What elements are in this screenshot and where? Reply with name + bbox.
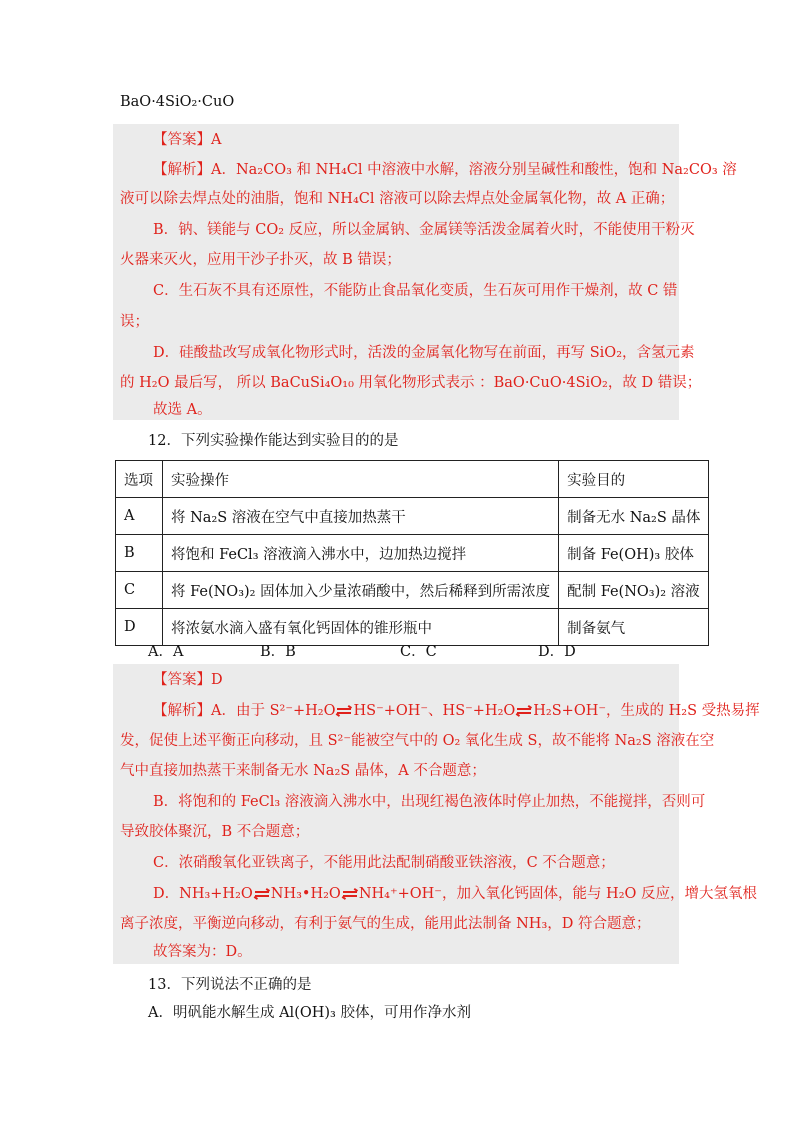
- answer-label: 【答案】D: [153, 672, 223, 688]
- analysis-text: NH₄⁺+OH⁻，加入氧化钙固体，能与 H₂O 反应，增大氢氧根: [358, 886, 758, 902]
- option-a: A．明矾能水解生成 Al(OH)₃ 胶体，可用作净水剂: [148, 1005, 471, 1021]
- analysis-line: 气中直接加热蒸干来制备无水 Na₂S 晶体，A 不合题意；: [120, 763, 486, 779]
- table-row: [116, 498, 709, 535]
- analysis-line: C．浓硝酸氧化亚铁离子，不能用此法配制硝酸亚铁溶液，C 不合题意；: [153, 855, 615, 871]
- formula-line: BaO·4SiO₂·CuO: [120, 94, 235, 110]
- equilibrium-arrow-icon: [516, 706, 532, 716]
- table-row: [116, 572, 709, 609]
- table-header-cell: 选项: [116, 461, 163, 498]
- analysis-line-equilibrium: [153, 701, 760, 721]
- table-cell: 制备氨气: [559, 609, 709, 646]
- question-13: 13．下列说法不正确的是: [148, 977, 312, 993]
- analysis-line: D．硅酸盐改写成氧化物形式时，活泼的金属氧化物写在前面，再写 SiO₂，含氢元素: [153, 345, 695, 361]
- table-row: [116, 535, 709, 572]
- analysis-text: D．NH₃+H₂O: [153, 886, 253, 902]
- question-12: 12．下列实验操作能达到实验目的的是: [148, 433, 399, 449]
- table-cell: 将饱和 FeCl₃ 溶液滴入沸水中，边加热边搅拌: [163, 535, 559, 572]
- choice-b: B．B: [260, 644, 296, 660]
- analysis-line: 发，促使上述平衡正向移动，且 S²⁻能被空气中的 O₂ 氧化生成 S，故不能将 Na₂S 溶液在空: [120, 733, 715, 749]
- table-cell: 配制 Fe(NO₃)₂ 溶液: [559, 572, 709, 609]
- equilibrium-arrow-icon: [336, 706, 352, 716]
- table-cell: C: [116, 572, 163, 609]
- answer-box-q12: [113, 664, 760, 964]
- table-cell: 制备无水 Na₂S 晶体: [559, 498, 709, 535]
- table-header-cell: 实验目的: [559, 461, 709, 498]
- table-cell: B: [116, 535, 163, 572]
- analysis-line: 液可以除去焊点处的油脂，饱和 NH₄Cl 溶液可以除去焊点处金属氧化物，故 A 正确；: [120, 191, 675, 207]
- analysis-line: B．钠、镁能与 CO₂ 反应，所以金属钠、金属镁等活泼金属着火时，不能使用干粉灭: [153, 222, 695, 238]
- analysis-text: 【解析】A．由于 S²⁻+H₂O: [153, 703, 336, 719]
- table-cell: D: [116, 609, 163, 646]
- analysis-line: 误；: [120, 314, 149, 330]
- table-header-row: [116, 461, 709, 498]
- analysis-line: C．生石灰不具有还原性，不能防止食品氧化变质，生石灰可用作干燥剂，故 C 错: [153, 283, 678, 299]
- analysis-text: HS⁻+OH⁻、HS⁻+H₂O: [353, 703, 516, 719]
- table-cell: 制备 Fe(OH)₃ 胶体: [559, 535, 709, 572]
- table-cell: A: [116, 498, 163, 535]
- analysis-line: B．将饱和的 FeCl₃ 溶液滴入沸水中，出现红褐色液体时停止加热，不能搅拌，否则可: [153, 794, 706, 810]
- choice-a: A．A: [148, 644, 184, 660]
- analysis-text: NH₃•H₂O: [270, 886, 341, 902]
- analysis-line: 离子浓度，平衡逆向移动，有利于氨气的生成，能用此法制备 NH₃，D 符合题意；: [120, 916, 651, 932]
- analysis-line: 故选 A。: [153, 402, 212, 418]
- equilibrium-arrow-icon: [254, 889, 270, 899]
- analysis-text: H₂S+OH⁻，生成的 H₂S 受热易挥: [533, 703, 760, 719]
- table-cell: 将 Na₂S 溶液在空气中直接加热蒸干: [163, 498, 559, 535]
- equilibrium-arrow-icon: [342, 889, 358, 899]
- analysis-line: 【解析】A．Na₂CO₃ 和 NH₄Cl 中溶液中水解，溶液分别呈碱性和酸性，饱和 Na₂CO₃ 溶: [153, 162, 737, 178]
- table-header-cell: 实验操作: [163, 461, 559, 498]
- table-cell: 将 Fe(NO₃)₂ 固体加入少量浓硝酸中，然后稀释到所需浓度: [163, 572, 559, 609]
- options-table: [115, 460, 709, 646]
- answer-box-q11: [113, 124, 737, 420]
- table-cell: 将浓氨水滴入盛有氧化钙固体的锥形瓶中: [163, 609, 559, 646]
- analysis-line: 导致胶体聚沉，B 不合题意；: [120, 824, 310, 840]
- answer-label: 【答案】A: [153, 132, 222, 148]
- analysis-line: 火器来灭火，应用干沙子扑灭，故 B 错误；: [120, 252, 401, 268]
- choice-c: C．C: [400, 644, 437, 660]
- analysis-line: 故答案为：D。: [153, 944, 252, 960]
- analysis-line: 的 H₂O 最后写， 所以 BaCuSi₄O₁₀ 用氧化物形式表示 ：BaO·CuO·4SiO₂，故 D 错误；: [120, 375, 702, 391]
- choice-d: D．D: [538, 644, 576, 660]
- analysis-line-equilibrium: [153, 884, 757, 904]
